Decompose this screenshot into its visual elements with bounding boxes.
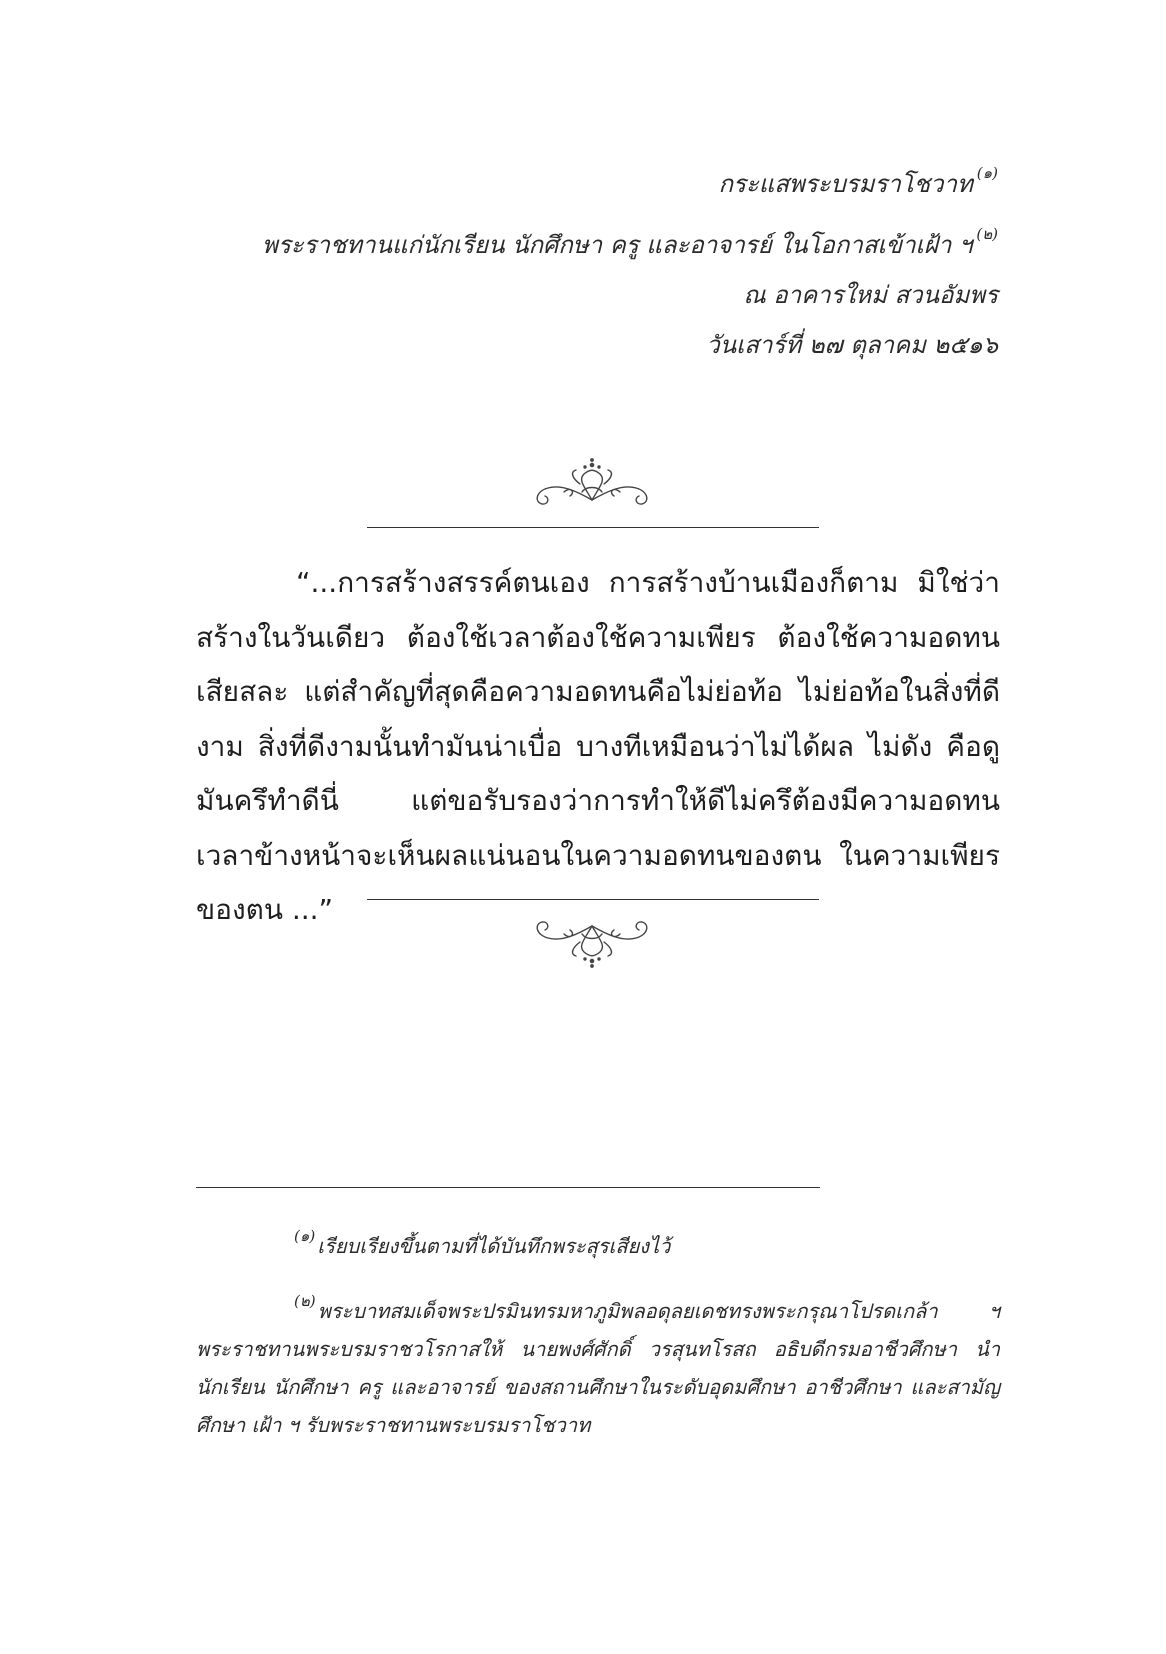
royal-speech-quote: “...การสร้างสรรค์ตนเอง การสร้างบ้านเมืองก็ตาม มิใช่ว่าสร้างในวันเดียว ต้องใช้เวลาต้องใช้ความเพียร ต้องใช้ความอดทนเสียสละ แต่สำคัญที่สุดคือความอดทนคือไม่ย่อท้อ ไม่ย่อท้อในสิ่งที่ดีงาม สิ่งที่ดีงามนั้นทำมันน่าเบื่อ บางทีเหมือนว่าไม่ได้ผล ไม่ดัง คือดูมันครึทำดีนี่ แต่ขอรับรองว่าการทำให้ดีไม่ครึต้องมีความอดทน เวลาข้างหน้าจะเห็นผลแน่นอนในความอดทนของตน ในความเพียรของตน ...” bbox=[196, 566, 1000, 926]
title-footnote-ref: (๑) bbox=[976, 164, 998, 182]
top-divider bbox=[367, 527, 819, 528]
header-title-line bbox=[262, 148, 998, 209]
footnote-1 bbox=[196, 1218, 670, 1264]
footnote-1-marker: (๑) bbox=[294, 1227, 316, 1245]
header-place: ณ อาคารใหม่ สวนอัมพร bbox=[743, 281, 998, 309]
header-subtitle: พระราชทานแก่นักเรียน นักศึกษา ครู และอาจารย์ ในโอกาสเข้าเฝ้า ฯ bbox=[262, 231, 973, 259]
flourish-ornament-icon bbox=[524, 912, 660, 970]
footnote-separator bbox=[196, 1187, 820, 1188]
footnote-2-marker: (๒) bbox=[294, 1292, 316, 1310]
header-subtitle-line bbox=[262, 209, 998, 270]
bottom-divider bbox=[367, 899, 819, 900]
footnote-2 bbox=[196, 1282, 1000, 1444]
footnote-2-text: พระบาทสมเด็จพระปรมินทรมหาภูมิพลอดุลยเดชทรงพระกรุณาโปรดเกล้า ฯ พระราชทานพระบรมราชวโรกาสให้ นายพงศ์ศักดิ์ วรสุนทโรสถ อธิบดีกรมอาชีวศึกษา นำนักเรียน นักศึกษา ครู และอาจารย์ ของสถานศึกษาในระดับอุดมศึกษา อาชีวศึกษา และสามัญศึกษา เฝ้า ฯ รับพระราชทานพระบรมราโชวาท bbox=[196, 1299, 1000, 1437]
footnote-1-text: เรียบเรียงขึ้นตามที่ได้บันทึกพระสุรเสียงไว้ bbox=[317, 1234, 671, 1258]
flourish-ornament-icon bbox=[524, 456, 660, 514]
document-header bbox=[262, 148, 998, 370]
header-date: วันเสาร์ที่ ๒๗ ตุลาคม ๒๕๑๖ bbox=[706, 331, 998, 359]
subtitle-footnote-ref: (๒) bbox=[976, 225, 998, 243]
header-title: กระแสพระบรมราโชวาท bbox=[718, 170, 973, 198]
